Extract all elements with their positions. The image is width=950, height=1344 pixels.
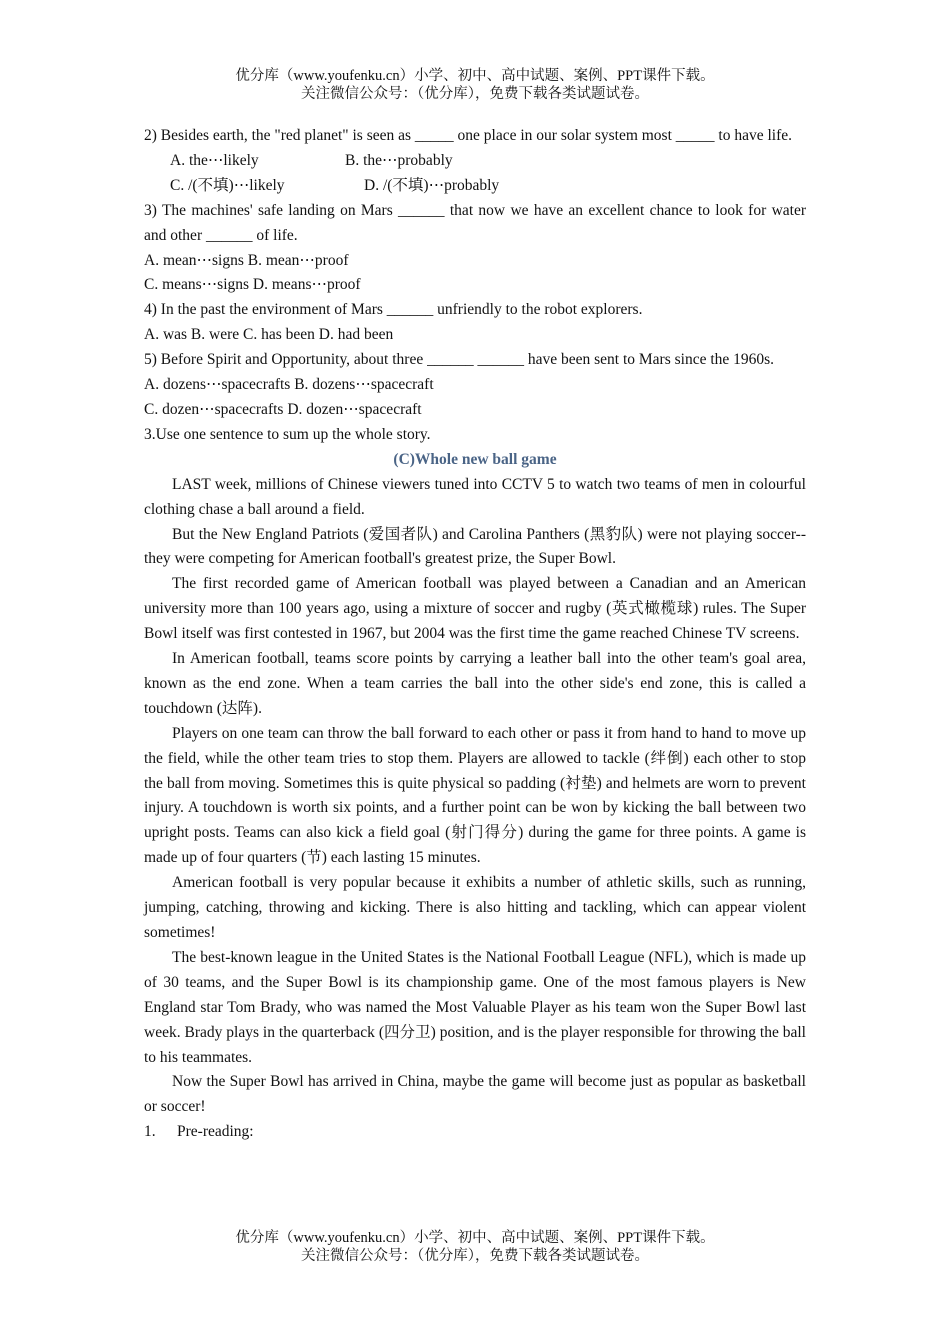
article-paragraph: But the New England Patriots (爱国者队) and Carolina Panthers (黑豹队) were not playing soccer--they were competing for American football's greatest prize, the Super Bowl. <box>144 525 806 568</box>
question-3-options-cd: C. means⋯signs D. means⋯proof <box>144 276 361 294</box>
question-2-option-c: C. /(不填)⋯likely <box>170 176 285 194</box>
article-paragraph: American football is very popular because it exhibits a number of athletic skills, such as running, jumping, catching, throwing and kicking. There is also hitting and tackling, which can appear violent sometimes! <box>144 874 806 941</box>
page-header <box>0 67 950 103</box>
document-body <box>144 124 806 1145</box>
footer-line-1: 优分库（www.youfenku.cn）小学、初中、高中试题、案例、PPT课件下载。 <box>235 1230 715 1246</box>
header-line-1: 优分库（www.youfenku.cn）小学、初中、高中试题、案例、PPT课件下载。 <box>235 68 715 84</box>
question-5-options-cd: C. dozen⋯spacecrafts D. dozen⋯spacecraft <box>144 400 422 418</box>
article-paragraph: Now the Super Bowl has arrived in China, maybe the game will become just as popular as basketball or soccer! <box>144 1073 806 1116</box>
question-4-options: A. was B. were C. has been D. had been <box>144 326 394 344</box>
header-line-2: 关注微信公众号：（优分库），免费下载各类试题试卷。 <box>301 86 649 102</box>
question-3-stem: 3) The machines' safe landing on Mars ______ that now we have an excellent chance to look for water and other ______ of life. <box>144 201 806 244</box>
article-paragraph: Players on one team can throw the ball forward to each other or pass it from hand to hand to move up the field, while the other team tries to stop them. Players are allowed to tackle (绊倒) each other to stop the ball from moving. Sometimes this is quite physical so padding (衬垫) and helmets are worn to prevent injury. A touchdown is worth six points, and a further point can be won by kicking the ball between two upright posts. Teams can also kick a field goal (射门得分) during the game for three points. A game is made up of four quarters (节) each lasting 15 minutes. <box>144 724 806 867</box>
question-4-stem: 4) In the past the environment of Mars ______ unfriendly to the robot explorers. <box>144 301 643 319</box>
question-2-option-d: D. /(不填)⋯probably <box>364 176 500 194</box>
article-paragraph: In American football, teams score points by carrying a leather ball into the other team's goal area, known as the end zone. When a team carries the ball into the other side's end zone, this is called a touchdown (达阵). <box>144 650 806 717</box>
task-3-instruction: 3.Use one sentence to sum up the whole story. <box>144 425 431 443</box>
question-3-options-ab: A. mean⋯signs B. mean⋯proof <box>144 251 349 269</box>
question-5-options-ab: A. dozens⋯spacecrafts B. dozens⋯spacecraft <box>144 376 434 394</box>
footer-line-2: 关注微信公众号：（优分库），免费下载各类试题试卷。 <box>301 1248 649 1264</box>
question-2-options-cd <box>144 174 806 199</box>
question-2-option-b: B. the⋯probably <box>345 151 453 169</box>
pre-reading-label: Pre-reading: <box>177 1123 254 1141</box>
article-paragraph: The best-known league in the United States is the National Football League (NFL), which is made up of 30 teams, and the Super Bowl is its championship game. One of the most famous players is New England star Tom Brady, who was named the Most Valuable Player as his team won the Super Bowl last week. Brady plays in the quarterback (四分卫) position, and is the player responsible for throwing the ball to his teammates. <box>144 948 806 1066</box>
article-paragraph: LAST week, millions of Chinese viewers tuned into CCTV 5 to watch two teams of men in colourful clothing chase a ball around a field. <box>144 475 806 518</box>
question-5-stem: 5) Before Spirit and Opportunity, about three ______ ______ have been sent to Mars since the 1960s. <box>144 351 775 369</box>
article-paragraph: The first recorded game of American football was played between a Canadian and an American university more than 100 years ago, using a mixture of soccer and rugby (英式橄榄球) rules. The Super Bowl itself was first contested in 1967, but 2004 was the first time the game reached Chinese TV screens. <box>144 575 806 643</box>
question-2-option-a: A. the⋯likely <box>170 151 259 169</box>
pre-reading-heading <box>144 1120 806 1145</box>
question-2-options-ab <box>144 149 806 174</box>
article-title: (C)Whole new ball game <box>393 450 557 468</box>
question-2-stem: 2) Besides earth, the "red planet" is seen as _____ one place in our solar system most _____ to have life. <box>144 127 792 144</box>
pre-reading-number: 1. <box>144 1123 156 1141</box>
page-footer <box>0 1229 950 1265</box>
